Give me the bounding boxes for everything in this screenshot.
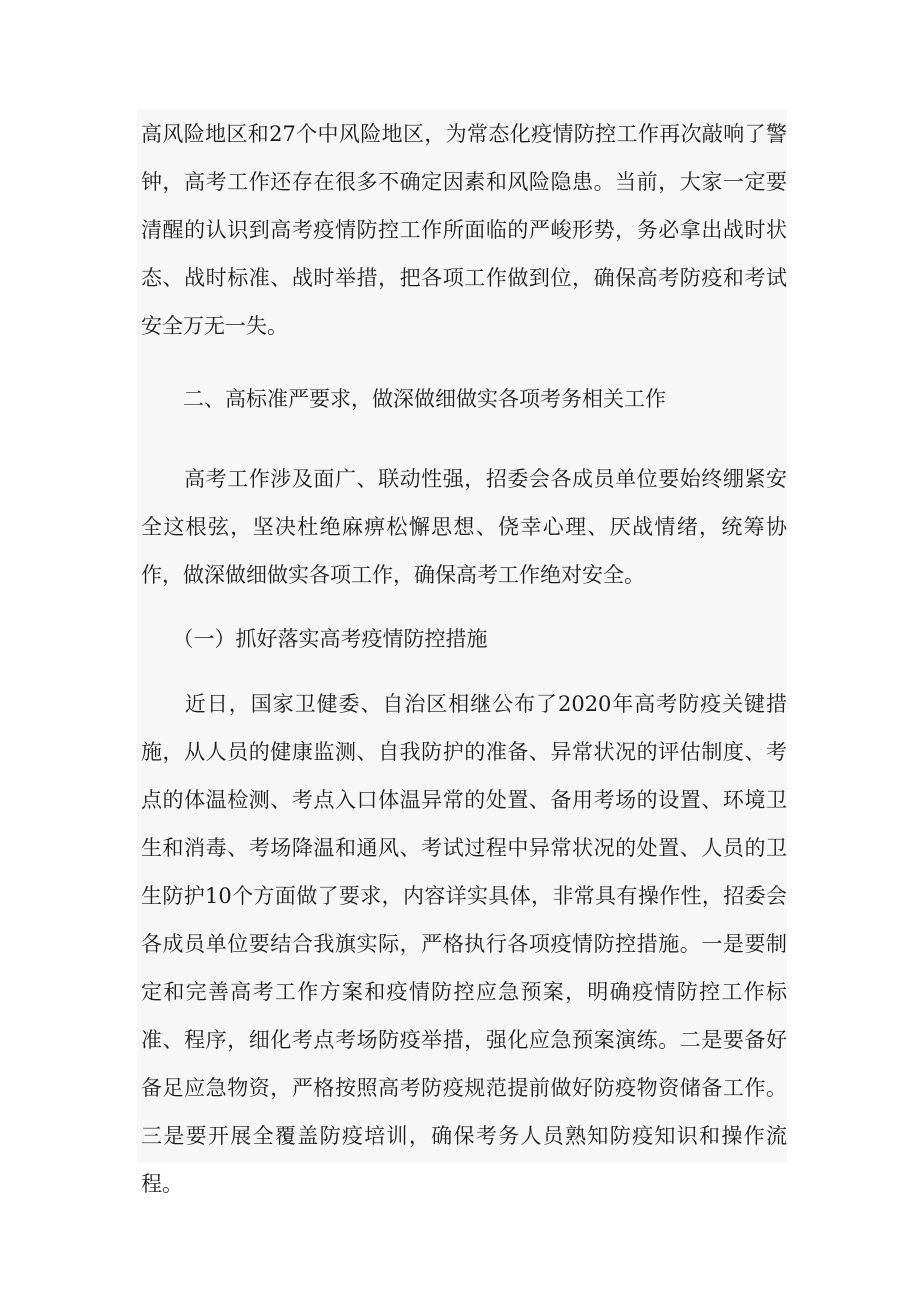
subsection-heading-1: （一）抓好落实高考疫情防控措施 bbox=[141, 627, 488, 651]
paragraph-risk-warning: 高风险地区和27个中风险地区，为常态化疫情防控工作再次敲响了警钟，高考工作还存在很多不确定因素和风险隐患。当前，大家一定要清醒的认识到高考疫情防控工作所面临的严峻形势，务必拿出战时状态、战时标准、战时举措，把各项工作做到位，确保高考防疫和考试安全万无一失。 bbox=[141, 122, 787, 338]
section-heading-2: 二、高标准严要求，做深做细做实各项考务相关工作 bbox=[141, 387, 666, 411]
paragraph-exam-safety: 高考工作涉及面广、联动性强，招委会各成员单位要始终绷紧安全这根弦，坚决杜绝麻痹松懈思想、侥幸心理、厌战情绪，统筹协作，做深做细做实各项工作，确保高考工作绝对安全。 bbox=[141, 467, 787, 587]
paragraph-epidemic-measures: 近日，国家卫健委、自治区相继公布了2020年高考防疫关键措施，从人员的健康监测、自我防护的准备、异常状况的评估制度、考点的体温检测、考点入口体温异常的处置、备用考场的设置、环境卫生和消毒、考场降温和通风、考试过程中异常状况的处置、人员的卫生防护10个方面做了要求，内容详实具体，非常具有操作性，招委会各成员单位要结合我旗实际，严格执行各项疫情防控措施。一是要制定和完善高考工作方案和疫情防控应急预案，明确疫情防控工作标准、程序，细化考点考场防疫举措，强化应急预案演练。二是要备好备足应急物资，严格按照高考防疫规范提前做好防疫物资储备工作。三是要开展全覆盖防疫培训，确保考务人员熟知防疫知识和操作流程。 bbox=[141, 692, 787, 1196]
